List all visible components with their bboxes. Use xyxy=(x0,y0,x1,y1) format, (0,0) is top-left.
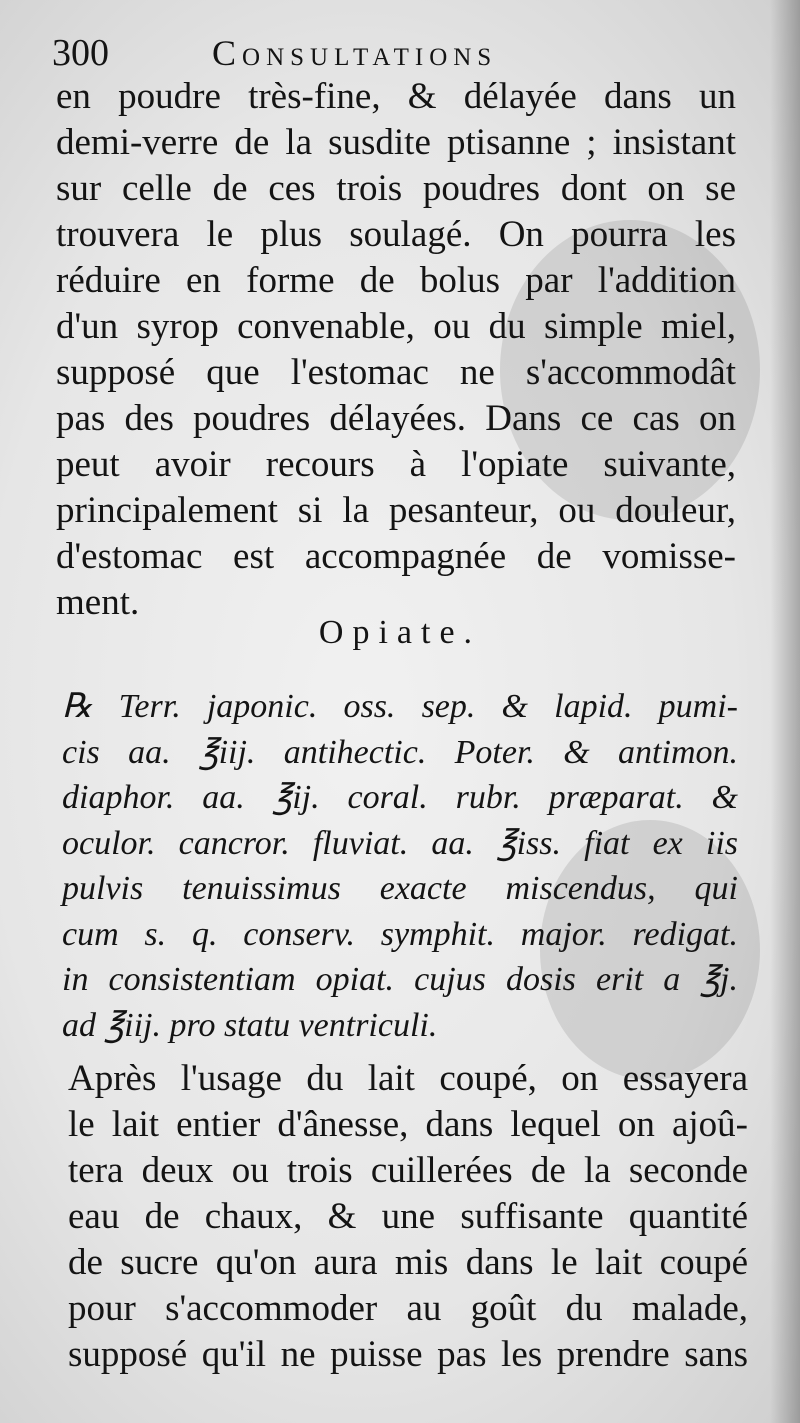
text-line: d'estomac est accompagnée de vomisse- xyxy=(56,536,736,577)
text-line: en poudre très-fine, & délayée dans un xyxy=(56,76,736,117)
text-line: de sucre qu'on aura mis dans le lait coupé xyxy=(68,1242,748,1283)
recipe-line: pulvis tenuissimus exacte miscendus, qui xyxy=(62,870,738,907)
recipe-line: cum s. q. conserv. symphit. major. redigat. xyxy=(62,915,738,953)
text-line: le lait entier d'ânesse, dans lequel on ajoû- xyxy=(68,1104,748,1145)
recipe-line: in consistentiam opiat. cujus dosis erit a ℥j. xyxy=(62,961,738,998)
text-line: pas des poudres délayées. Dans ce cas on xyxy=(56,398,736,439)
page-number: 300 xyxy=(52,32,109,74)
text-line: réduire en forme de bolus par l'addition xyxy=(56,260,736,301)
recipe-line: cis aa. ℥iij. antihectic. Poter. & antimon. xyxy=(62,733,738,771)
recipe-line: ℞ Terr. japonic. oss. sep. & lapid. pumi- xyxy=(62,688,738,725)
text-line: peut avoir recours à l'opiate suivante, xyxy=(56,444,736,485)
text-line: tera deux ou trois cuillerées de la seconde xyxy=(68,1150,748,1191)
header-title: Consultations xyxy=(212,33,498,73)
page-edge-shadow xyxy=(770,0,800,1423)
recipe-line: ad ℥iij. pro statu ventriculi. xyxy=(62,1006,438,1044)
text-line: supposé qu'il ne puisse pas les prendre sans xyxy=(68,1334,748,1375)
text-line: supposé que l'estomac ne s'accommodât xyxy=(56,352,736,393)
text-line: demi-verre de la susdite ptisanne ; insistant xyxy=(56,122,736,163)
text-line: ment. xyxy=(56,582,140,623)
paragraph-2 xyxy=(68,1056,748,1378)
section-heading-opiate: Opiate. xyxy=(318,614,482,651)
text-line: eau de chaux, & une suffisante quantité xyxy=(68,1196,748,1237)
paragraph-1 xyxy=(56,74,736,626)
text-line: Après l'usage du lait coupé, on essayera xyxy=(68,1058,748,1099)
text-line: trouvera le plus soulagé. On pourra les xyxy=(56,214,736,255)
text-line: principalement si la pesanteur, ou douleur, xyxy=(56,490,736,531)
text-line: sur celle de ces trois poudres dont on se xyxy=(56,168,736,209)
recipe-line: diaphor. aa. ℥ij. coral. rubr. præparat. & xyxy=(62,779,738,816)
recipe-block xyxy=(62,684,738,1048)
recipe-line: oculor. cancror. fluviat. aa. ℥iss. fiat ex iis xyxy=(62,824,738,862)
running-head xyxy=(52,30,742,76)
text-line: pour s'accommoder au goût du malade, xyxy=(68,1288,748,1329)
text-line: d'un syrop convenable, ou du simple miel, xyxy=(56,306,736,347)
